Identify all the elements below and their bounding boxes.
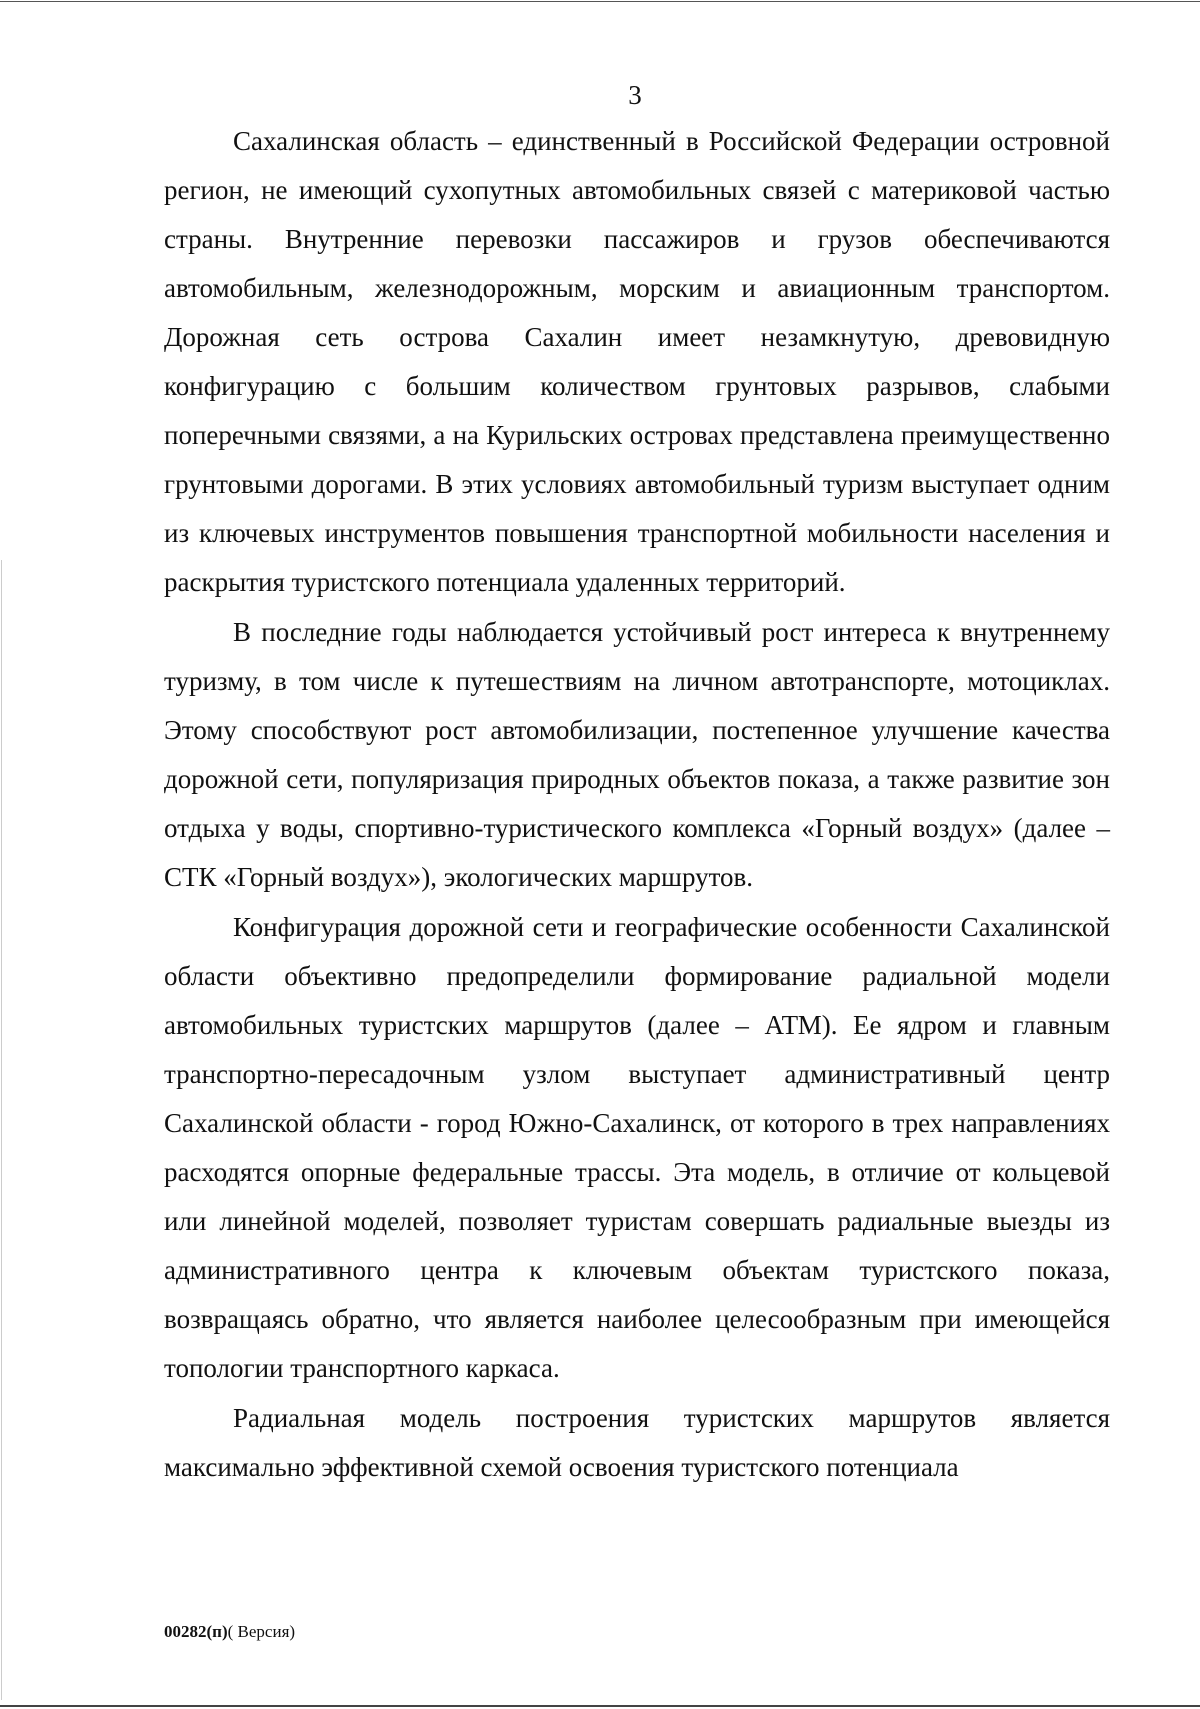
- page-number: 3: [628, 80, 642, 110]
- paragraph-2: В последние годы наблюдается устойчивый рост интереса к внутреннему туризму, в том числе к путешествиям на личном автотранспорте, мотоциклах. Этому способствуют рост автомобилизации, постепенное улучшение качества дорожной сети, популяризация природных объектов показа, а также развитие зон отдыха у воды, спортивно-туристического комплекса «Горный воздух» (далее – СТК «Горный воздух»), экологических маршрутов.: [164, 617, 1110, 892]
- scan-edge-bottom: [0, 1705, 1200, 1707]
- paragraph-4: Радиальная модель построения туристских маршрутов является максимально эффективной схемой освоения туристского потенциала: [164, 1403, 1110, 1482]
- document-footer: [164, 1621, 295, 1643]
- paragraph-3: Конфигурация дорожной сети и географические особенности Сахалинской области объективно предопределили формирование радиальной модели автомобильных туристских маршрутов (далее – АТМ). Ее ядром и главным транспортно-пересадочным узлом выступает административный центр Сахалинской области - город Южно-Сахалинск, от которого в трех направлениях расходятся опорные федеральные трассы. Эта модель, в отличие от кольцевой или линейной моделей, позволяет туристам совершать радиальные выезды из административного центра к ключевым объектам туристского показа, возвращаясь обратно, что является наиболее целесообразным при имеющейся топологии транспортного каркаса.: [164, 912, 1110, 1383]
- scan-edge-top: [0, 1, 1200, 2]
- document-body: [164, 117, 1110, 1493]
- scan-edge-left: [1, 560, 2, 1700]
- document-version: ( Версия): [227, 1622, 296, 1641]
- document-code: 00282(п): [164, 1622, 228, 1641]
- paragraph-1: Сахалинская область – единственный в Российской Федерации островной регион, не имеющий сухопутных автомобильных связей с материковой частью страны. Внутренние перевозки пассажиров и грузов обеспечиваются автомобильным, железнодорожным, морским и авиационным транспортом. Дорожная сеть острова Сахалин имеет незамкнутую, древовидную конфигурацию с большим количеством грунтовых разрывов, слабыми поперечными связями, а на Курильских островах представлена преимущественно грунтовыми дорогами. В этих условиях автомобильный туризм выступает одним из ключевых инструментов повышения транспортной мобильности населения и раскрытия туристского потенциала удаленных территорий.: [164, 126, 1110, 597]
